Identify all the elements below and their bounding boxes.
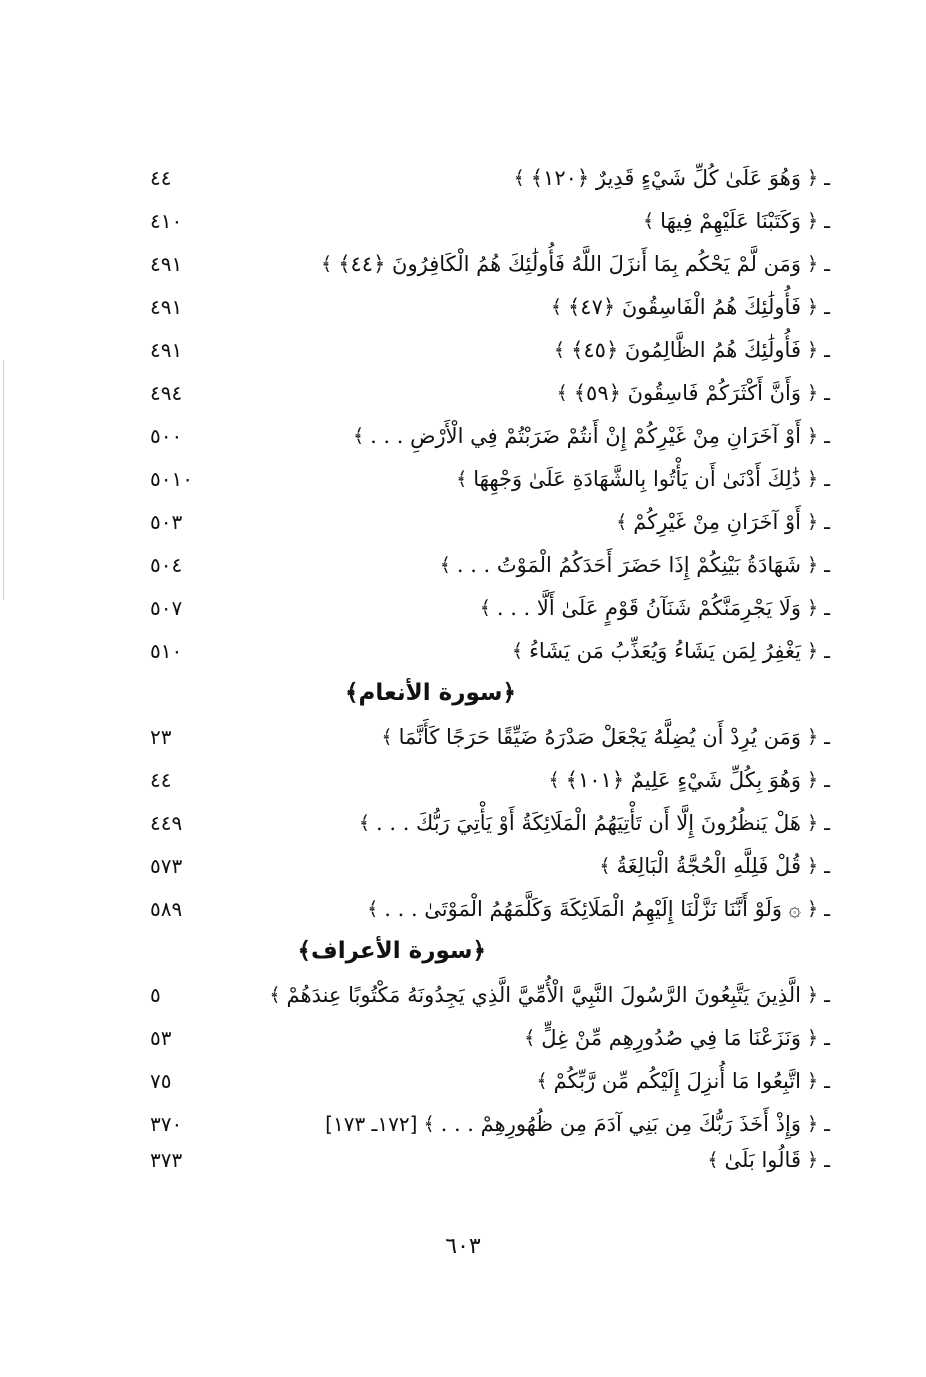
verse-quote xyxy=(551,295,830,319)
quote-close-bracket: ﴾ xyxy=(599,855,611,877)
heading-title: سورة الأنعام xyxy=(358,680,503,706)
verse-quote xyxy=(381,725,830,749)
quote-open-bracket: ﴿ xyxy=(807,511,819,533)
quote-close-bracket: ﴾ xyxy=(423,1113,435,1135)
entry-dash: ـ xyxy=(824,209,830,233)
index-entry xyxy=(150,158,830,198)
index-entry xyxy=(150,846,830,886)
quote-open-bracket: ﴿ xyxy=(807,812,819,834)
surah-heading xyxy=(298,938,486,964)
verse-text: وَمَن لَّمْ يَحْكُم بِمَا أَنزَلَ اللَّهُ فَأُولَٰئِكَ هُمُ الْكَافِرُونَ ﴿٤٤﴾ xyxy=(338,252,801,276)
verse-text: اتَّبِعُوا مَا أُنزِلَ إِلَيْكُم مِّن رَّبِّكُمْ xyxy=(553,1069,801,1093)
index-entry xyxy=(150,545,830,585)
page-reference: ٥٠١٠ xyxy=(150,467,193,491)
quote-open-bracket: ﴿ xyxy=(807,296,819,318)
entry-dash: ـ xyxy=(824,252,830,276)
page-reference: ٧٥ xyxy=(150,1069,172,1093)
index-entry xyxy=(150,1018,830,1058)
quote-open-bracket: ﴿ xyxy=(807,554,819,576)
verse-quote xyxy=(367,897,830,921)
index-entry xyxy=(150,1104,830,1144)
page-reference: ٤٩١ xyxy=(150,295,183,319)
page-reference: ٤٤ xyxy=(150,166,172,190)
verse-quote xyxy=(549,768,830,792)
verse-quote xyxy=(456,467,830,491)
page-reference: ٤٤ xyxy=(150,768,172,792)
verse-text: الَّذِينَ يَتَّبِعُونَ الرَّسُولَ النَّبِيَّ الْأُمِّيَّ الَّذِي يَجِدُونَهُ مَكْتُوبًا عِندَهُمْ xyxy=(286,983,801,1007)
page-reference: ٤٩١ xyxy=(150,338,183,362)
verse-text: شَهَادَةُ بَيْنِكُمْ إِذَا حَضَرَ أَحَدَكُمُ الْمَوْتُ . . . xyxy=(456,553,801,577)
verse-text: هَلْ يَنظُرُونَ إِلَّا أَن تَأْتِيَهُمُ الْمَلَائِكَةُ أَوْ يَأْتِيَ رَبُّكَ . . . xyxy=(376,811,801,835)
index-entry xyxy=(150,975,830,1015)
entry-dash: ـ xyxy=(824,338,830,362)
quote-open-bracket: ﴿ xyxy=(807,1113,819,1135)
quote-open-bracket: ﴿ xyxy=(807,382,819,404)
quote-open-bracket: ﴿ xyxy=(807,339,819,361)
verse-quote xyxy=(616,510,830,534)
quote-close-bracket: ﴾ xyxy=(381,726,393,748)
verse-quote xyxy=(321,252,830,276)
verse-quote xyxy=(514,166,830,190)
entry-dash: ـ xyxy=(824,897,830,921)
quote-open-bracket: ﴿ xyxy=(807,597,819,619)
index-entry xyxy=(150,244,830,284)
entry-dash: ـ xyxy=(824,596,830,620)
verse-text: وَإِذْ أَخَذَ رَبُّكَ مِن بَنِي آدَمَ مِن ظُهُورِهِمْ . . . xyxy=(440,1112,801,1136)
index-entry xyxy=(150,502,830,542)
index-entry xyxy=(150,760,830,800)
entry-dash: ـ xyxy=(824,424,830,448)
verse-text: أَوْ آخَرَانِ مِنْ غَيْرِكُمْ إِنْ أَنتُمْ ضَرَبْتُمْ فِي الْأَرْضِ . . . xyxy=(370,424,801,448)
verse-quote xyxy=(599,854,830,878)
quote-close-bracket: ﴾ xyxy=(352,425,365,447)
verse-text: أَوْ آخَرَانِ مِنْ غَيْرِكُمْ xyxy=(633,510,801,534)
page-reference: ٣٧٠ xyxy=(150,1112,183,1136)
index-entry xyxy=(150,201,830,241)
quote-close-bracket: ﴾ xyxy=(511,640,524,662)
verse-quote xyxy=(537,1069,830,1093)
entry-dash: ـ xyxy=(824,854,830,878)
verse-quote xyxy=(554,338,830,362)
quote-open-bracket: ﴿ xyxy=(807,984,819,1006)
entry-dash: ـ xyxy=(824,166,830,190)
verse-range-ref: [١٧٢ـ ١٧٣] xyxy=(325,1112,418,1136)
verse-text: يَغْفِرُ لِمَن يَشَاءُ وَيُعَذِّبُ مَن يَشَاءُ xyxy=(529,639,801,663)
quote-open-bracket: ﴿ xyxy=(807,167,819,189)
quote-open-bracket: ﴿ xyxy=(807,769,819,791)
index-entry xyxy=(150,889,830,929)
page-reference: ٥٠٣ xyxy=(150,510,183,534)
quote-close-bracket: ﴾ xyxy=(321,253,333,275)
quote-open-bracket: ﴿ xyxy=(807,253,819,275)
page-reference: ٥٠٧ xyxy=(150,596,183,620)
verse-text: قُلْ فَلِلَّهِ الْحُجَّةُ الْبَالِغَةُ xyxy=(616,854,801,878)
page-reference: ٥٠٤ xyxy=(150,553,183,577)
entry-dash: ـ xyxy=(824,1069,830,1093)
quote-close-bracket: ﴾ xyxy=(439,554,451,576)
quote-open-bracket: ﴿ xyxy=(807,726,819,748)
quote-close-bracket: ﴾ xyxy=(536,1070,548,1092)
verse-quote xyxy=(524,1026,830,1050)
quote-close-bracket: ﴾ xyxy=(358,812,370,834)
page-reference: ٥٣ xyxy=(150,1026,172,1050)
verse-text: وَكَتَبْنَا عَلَيْهِمْ فِيهَا xyxy=(660,209,801,233)
index-entry xyxy=(150,717,830,757)
page-reference: ٤٩١ xyxy=(150,252,183,276)
verse-text: وَهُوَ بِكُلِّ شَيْءٍ عَلِيمٌ ﴿١٠١﴾ xyxy=(565,768,801,792)
index-entry xyxy=(150,287,830,327)
verse-quote xyxy=(512,639,830,663)
quote-close-bracket: ﴾ xyxy=(479,597,491,619)
heading-open-bracket: ﴿ xyxy=(472,938,486,964)
page-reference: ٣٧٣ xyxy=(150,1148,183,1172)
verse-text: فَأُولَٰئِكَ هُمُ الظَّالِمُونَ ﴿٤٥﴾ xyxy=(571,338,801,362)
quote-close-bracket: ﴾ xyxy=(456,468,468,490)
quote-close-bracket: ﴾ xyxy=(524,1027,536,1049)
verse-quote xyxy=(557,381,830,405)
quote-close-bracket: ﴾ xyxy=(556,382,568,404)
verse-quote xyxy=(353,424,830,448)
entry-dash: ـ xyxy=(824,1148,830,1172)
page-number: ٦٠٣ xyxy=(445,1234,481,1259)
heading-close-bracket: ﴾ xyxy=(345,680,359,706)
quote-open-bracket: ﴿ xyxy=(807,898,819,920)
entry-dash: ـ xyxy=(824,768,830,792)
entry-dash: ـ xyxy=(824,639,830,663)
verse-text: قَالُوا بَلَىٰ xyxy=(724,1148,801,1172)
quote-close-bracket: ﴾ xyxy=(513,167,525,189)
entry-dash: ـ xyxy=(824,1026,830,1050)
quote-close-bracket: ﴾ xyxy=(707,1149,719,1171)
entry-dash: ـ xyxy=(824,510,830,534)
verse-text: وَأَنَّ أَكْثَرَكُمْ فَاسِقُونَ ﴿٥٩﴾ xyxy=(573,381,801,405)
quote-close-bracket: ﴾ xyxy=(550,296,562,318)
page-reference: ٥١٠ xyxy=(150,639,183,663)
scan-margin-line xyxy=(3,360,4,600)
quote-open-bracket: ﴿ xyxy=(807,855,819,877)
verse-text: ۞ وَلَوْ أَنَّنَا نَزَّلْنَا إِلَيْهِمُ الْمَلَائِكَةَ وَكَلَّمَهُمُ الْمَوْتَىٰ . . . xyxy=(384,897,801,921)
index-entry xyxy=(150,330,830,370)
page-reference: ٤٤٩ xyxy=(150,811,183,835)
verse-quote xyxy=(359,811,830,835)
page-reference: ٢٣ xyxy=(150,725,172,749)
heading-open-bracket: ﴿ xyxy=(502,680,516,706)
verse-text: وَمَن يُرِدْ أَن يُضِلَّهُ يَجْعَلْ صَدْرَهُ ضَيِّقًا حَرَجًا كَأَنَّمَا xyxy=(398,725,801,749)
verse-text: فَأُولَٰئِكَ هُمُ الْفَاسِقُونَ ﴿٤٧﴾ xyxy=(567,295,801,319)
page-reference: ٤٩٤ xyxy=(150,381,183,405)
quote-close-bracket: ﴾ xyxy=(643,210,655,232)
quote-open-bracket: ﴿ xyxy=(807,425,819,447)
entry-dash: ـ xyxy=(824,811,830,835)
quote-close-bracket: ﴾ xyxy=(367,898,379,920)
quote-open-bracket: ﴿ xyxy=(807,468,819,490)
entry-dash: ـ xyxy=(824,295,830,319)
index-entry xyxy=(150,588,830,628)
quote-close-bracket: ﴾ xyxy=(548,769,560,791)
heading-close-bracket: ﴾ xyxy=(297,938,312,964)
surah-heading xyxy=(345,680,516,706)
index-entry xyxy=(150,416,830,456)
quote-open-bracket: ﴿ xyxy=(807,640,819,662)
index-entry xyxy=(150,803,830,843)
verse-quote xyxy=(325,1112,830,1136)
entry-dash: ـ xyxy=(824,381,830,405)
verse-text: ذَٰلِكَ أَدْنَىٰ أَن يَأْتُوا بِالشَّهَادَةِ عَلَىٰ وَجْهِهَا xyxy=(473,467,801,491)
quote-close-bracket: ﴾ xyxy=(616,511,628,533)
verse-quote xyxy=(643,209,830,233)
entry-dash: ـ xyxy=(824,467,830,491)
verse-text: وَنَزَعْنَا مَا فِي صُدُورِهِم مِّنْ غِلٍّ xyxy=(541,1026,801,1050)
verse-quote xyxy=(440,553,830,577)
entry-dash: ـ xyxy=(824,553,830,577)
entry-dash: ـ xyxy=(824,983,830,1007)
quote-open-bracket: ﴿ xyxy=(807,1027,819,1049)
entry-dash: ـ xyxy=(824,725,830,749)
page-reference: ٥ xyxy=(150,983,161,1007)
verse-text: وَلَا يَجْرِمَنَّكُمْ شَنَآنُ قَوْمٍ عَلَىٰ أَلَّا . . . xyxy=(496,596,801,620)
quote-open-bracket: ﴿ xyxy=(807,1070,819,1092)
verse-quote xyxy=(269,983,830,1007)
index-entry xyxy=(150,1061,830,1101)
verse-quote xyxy=(480,596,830,620)
page-reference: ٤١٠ xyxy=(150,209,183,233)
quote-close-bracket: ﴾ xyxy=(269,984,281,1006)
page-reference: ٥٠٠ xyxy=(150,424,183,448)
quote-close-bracket: ﴾ xyxy=(553,339,566,361)
quote-open-bracket: ﴿ xyxy=(807,1149,819,1171)
index-entry xyxy=(150,459,830,499)
verse-quote xyxy=(707,1148,830,1172)
verse-text: وَهُوَ عَلَىٰ كُلِّ شَيْءٍ قَدِيرٌ ﴿١٢٠﴾ xyxy=(530,166,801,190)
heading-title: سورة الأعراف xyxy=(311,938,473,964)
page-reference: ٥٨٩ xyxy=(150,897,183,921)
index-entry xyxy=(150,1140,830,1180)
entry-dash: ـ xyxy=(824,1112,830,1136)
page-reference: ٥٧٣ xyxy=(150,854,183,878)
index-entry xyxy=(150,631,830,671)
index-entry xyxy=(150,373,830,413)
quote-open-bracket: ﴿ xyxy=(807,210,819,232)
